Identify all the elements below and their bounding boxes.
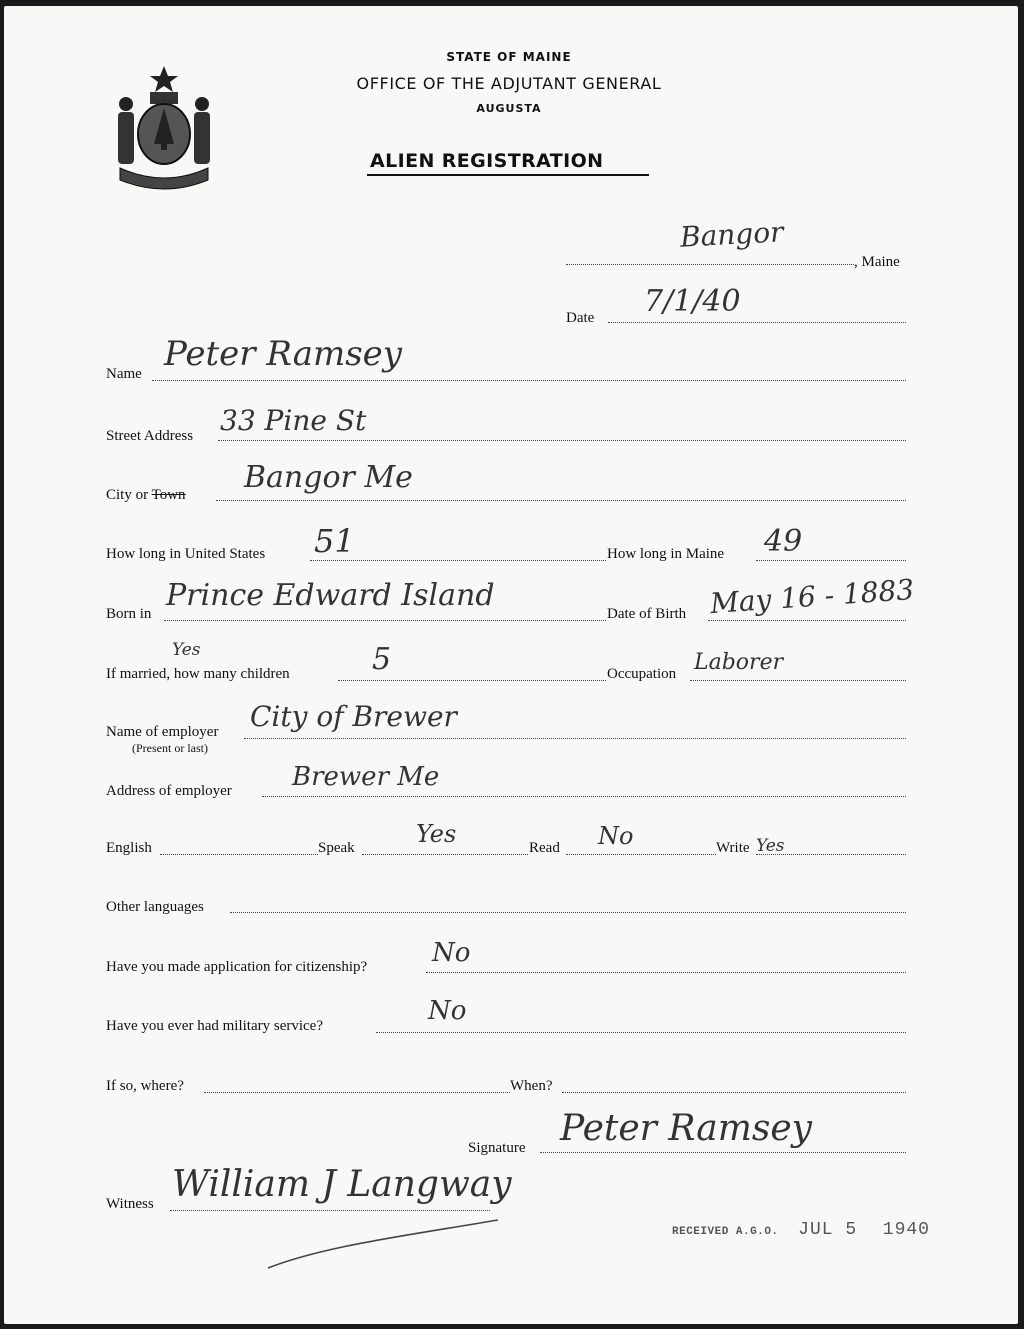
name-line — [152, 380, 906, 381]
name-value: Peter Ramsey — [164, 334, 402, 374]
maine-label: , Maine — [854, 254, 900, 270]
received-stamp — [672, 1220, 930, 1240]
dob-line — [708, 620, 906, 621]
write-label: Write — [716, 840, 750, 856]
years-maine-line — [756, 560, 906, 561]
date-label: Date — [566, 310, 595, 326]
received-stamp-date: JUL 5 — [798, 1220, 858, 1240]
employer-line — [244, 738, 906, 739]
dob-label: Date of Birth — [607, 606, 687, 622]
employer-address-value: Brewer Me — [292, 762, 440, 792]
citizenship-value: No — [432, 938, 471, 968]
when-label: When? — [510, 1078, 553, 1094]
years-us-label: How long in United States — [106, 546, 266, 562]
received-stamp-label: RECEIVED A.G.O. — [672, 1226, 779, 1238]
witness-label: Witness — [106, 1196, 154, 1212]
city-value: Bangor Me — [244, 460, 413, 495]
signature-label: Signature — [468, 1140, 526, 1156]
employer-label: Name of employer — [106, 724, 219, 740]
english-line — [160, 854, 318, 855]
maine-state-seal-icon — [110, 64, 218, 192]
occupation-value: Laborer — [694, 650, 784, 675]
years-us-line — [310, 560, 606, 561]
where-line — [204, 1092, 510, 1093]
married-label: If married, how many children — [106, 666, 290, 682]
street-label: Street Address — [106, 428, 194, 444]
signature-line — [540, 1152, 906, 1153]
citizenship-label: Have you made application for citizenship? — [106, 959, 368, 975]
city-label — [106, 487, 186, 504]
street-line — [218, 440, 906, 441]
years-maine-label: How long in Maine — [607, 546, 725, 562]
read-line — [566, 854, 716, 855]
city-heading: AUGUSTA — [476, 102, 542, 115]
citizenship-line — [426, 972, 906, 973]
occupation-label: Occupation — [607, 666, 677, 682]
speak-label: Speak — [318, 840, 355, 856]
city-line — [216, 500, 906, 501]
military-line — [376, 1032, 906, 1033]
born-value: Prince Edward Island — [166, 578, 495, 613]
read-value: No — [598, 822, 634, 850]
where-label: If so, where? — [106, 1078, 184, 1094]
name-label: Name — [106, 366, 142, 382]
form-title: ALIEN REGISTRATION — [370, 150, 604, 172]
registration-form — [4, 6, 1018, 1324]
speak-value: Yes — [416, 820, 457, 848]
state-heading: STATE OF MAINE — [446, 50, 572, 64]
english-label: English — [106, 840, 152, 856]
employer-address-label: Address of employer — [106, 783, 232, 799]
town-struck-label: Town — [151, 487, 186, 503]
speak-line — [362, 854, 528, 855]
write-value: Yes — [756, 836, 785, 856]
witness-flourish — [264, 1206, 504, 1276]
witness-value: William J Langway — [172, 1164, 512, 1205]
children-value: 5 — [372, 642, 392, 677]
years-us-value: 51 — [314, 522, 355, 560]
dob-value: May 16 - 1883 — [709, 572, 916, 621]
when-line — [562, 1092, 906, 1093]
born-label: Born in — [106, 606, 152, 622]
years-maine-value: 49 — [764, 524, 803, 559]
signature-value: Peter Ramsey — [560, 1108, 812, 1149]
other-languages-label: Other languages — [106, 899, 204, 915]
date-line — [608, 322, 906, 323]
read-label: Read — [529, 840, 560, 856]
employer-address-line — [262, 796, 906, 797]
other-languages-line — [230, 912, 906, 913]
children-line — [338, 680, 606, 681]
date-value: 7/1/40 — [644, 284, 741, 319]
married-value: Yes — [172, 640, 201, 660]
military-label: Have you ever had military service? — [106, 1018, 323, 1034]
title-underline — [367, 174, 649, 176]
office-heading: OFFICE OF THE ADJUTANT GENERAL — [356, 74, 662, 93]
street-value: 33 Pine St — [220, 404, 367, 437]
born-line — [164, 620, 606, 621]
occupation-line — [690, 680, 906, 681]
received-stamp-year: 1940 — [882, 1220, 930, 1240]
military-value: No — [428, 996, 467, 1026]
place-line — [566, 264, 854, 265]
employer-value: City of Brewer — [250, 700, 457, 733]
employer-note: (Present or last) — [132, 741, 208, 755]
city-or-label: City or — [106, 487, 149, 503]
place-value: Bangor — [679, 215, 785, 254]
